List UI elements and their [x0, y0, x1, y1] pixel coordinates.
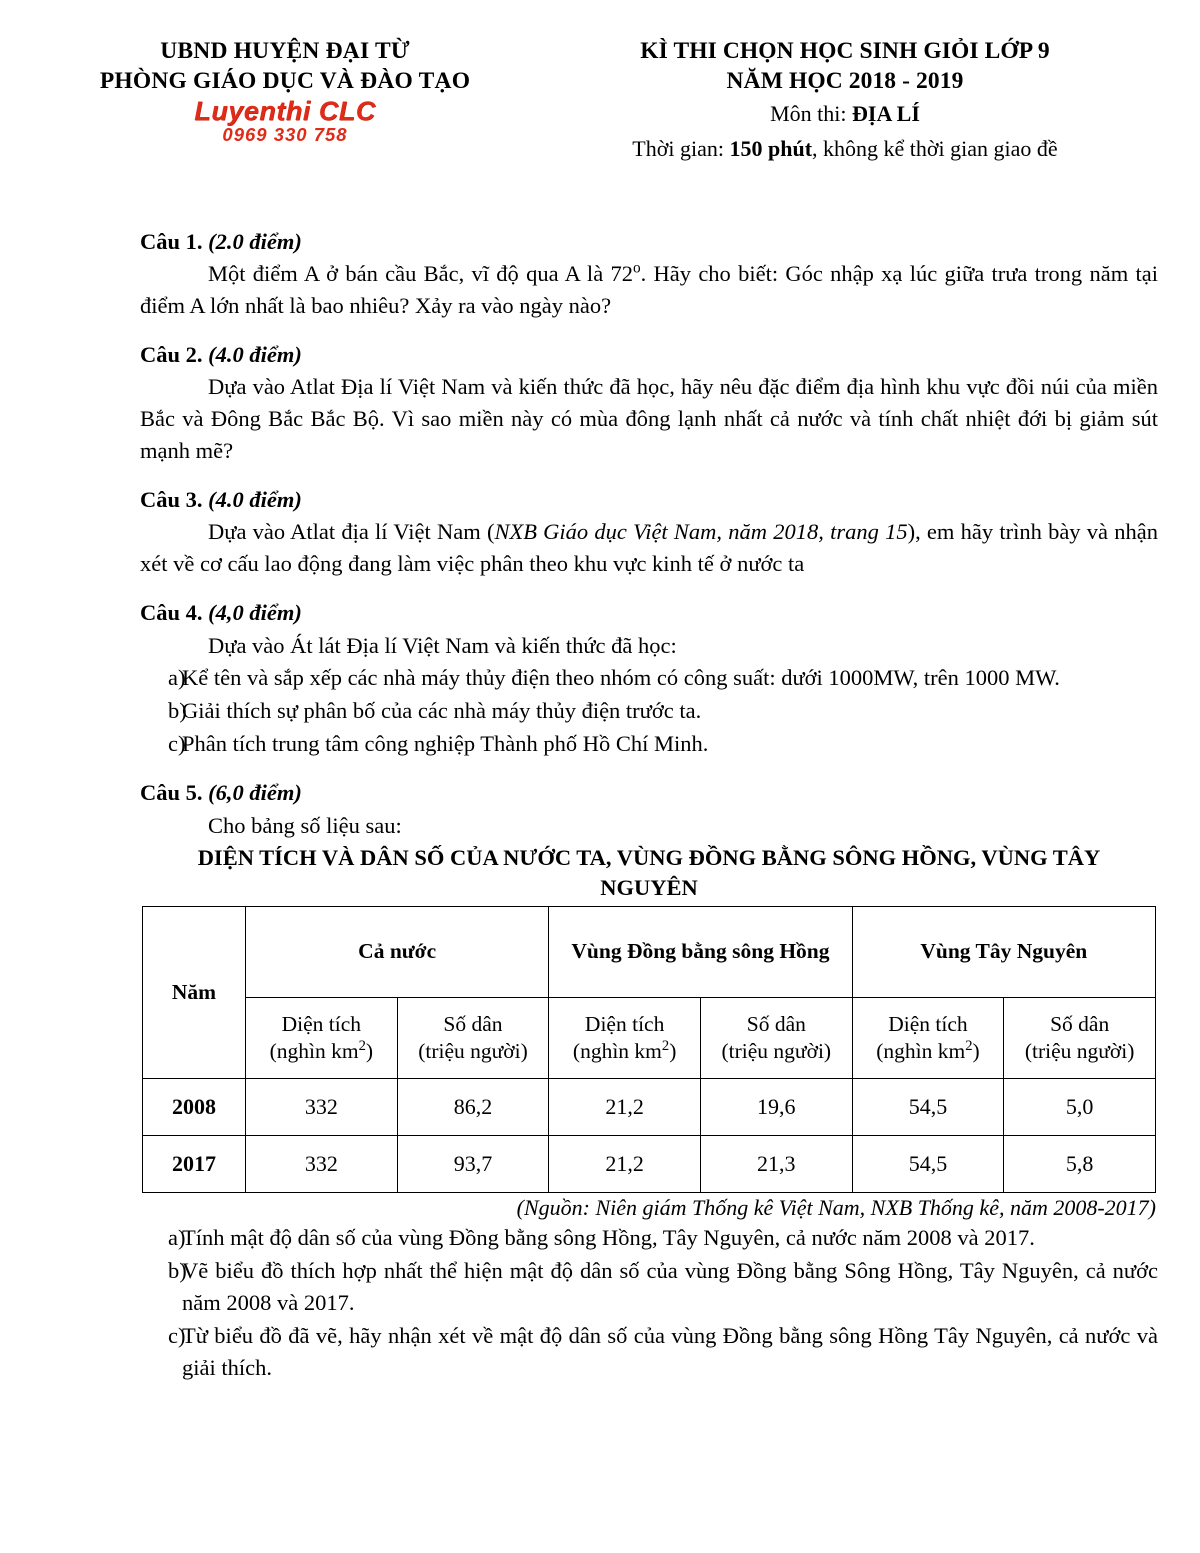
list-item: [140, 662, 1158, 694]
question-1-body-post: . Hãy cho biết: Góc nhập xạ lúc giữa trưa trong năm tại điểm A lớn nhất là bao nhiêu? Xảy ra vào ngày nào?: [140, 261, 1158, 319]
unit-superscript: 2: [358, 1037, 366, 1054]
subheader-dientich-ca-nuoc: [246, 997, 398, 1078]
question-5-points: (6,0 điểm): [208, 780, 302, 806]
subheader-unit-pre: (nghìn km: [572, 1038, 662, 1063]
list-item: [140, 1320, 1158, 1384]
list-item-text: Tính mật độ dân số của vùng Đồng bằng sông Hồng, Tây Nguyên, cả nước năm 2008 và 2017.: [182, 1224, 1035, 1250]
organization-line-2: PHÒNG GIÁO DỤC VÀ ĐÀO TẠO: [99, 68, 471, 95]
subheader-unit-pre: (nghìn km: [876, 1038, 966, 1063]
question-2-title: Câu 2.: [140, 342, 203, 368]
question-3: [140, 485, 1158, 580]
column-group-dong-bang-song-hong: Vùng Đồng bằng sông Hồng: [549, 906, 852, 997]
subject-value: ĐỊA LÍ: [852, 101, 920, 127]
list-item-text: Kể tên và sắp xếp các nhà máy thủy điện theo nhóm có công suất: dưới 1000MW, trên 1000 MW.: [182, 665, 1060, 691]
unit-superscript: 2: [965, 1037, 973, 1054]
cell-value: 5,8: [1004, 1135, 1156, 1192]
question-1-body-pre: Một điểm A ở bán cầu Bắc, vĩ độ qua A là 72: [208, 261, 633, 287]
subheader-dientich-dbsh: [549, 997, 701, 1078]
unit-superscript: 2: [661, 1037, 670, 1054]
subheader-unit-post: ): [669, 1038, 677, 1063]
column-header-year: Năm: [143, 906, 246, 1078]
cell-value: 19,6: [700, 1078, 852, 1135]
table-body: [143, 1078, 1156, 1192]
question-5: [140, 778, 1158, 1383]
cell-value: 93,7: [397, 1135, 549, 1192]
cell-value: 5,0: [1004, 1078, 1156, 1135]
column-group-tay-nguyen: Vùng Tây Nguyên: [852, 906, 1155, 997]
question-5-title: Câu 5.: [140, 780, 203, 806]
list-marker: a): [168, 1224, 186, 1250]
question-4-title: Câu 4.: [140, 600, 203, 626]
subject-label: Môn thi:: [770, 101, 853, 127]
document-content: [0, 227, 1200, 1384]
subheader-name: Diện tích: [584, 1011, 665, 1036]
cell-value: 54,5: [852, 1135, 1004, 1192]
header-left-block: [40, 30, 530, 145]
logo-wordmark: Luyenthi CLC: [194, 96, 376, 127]
subject-line: [530, 98, 1160, 130]
subheader-name: Số dân: [443, 1011, 503, 1036]
question-4-lead: Dựa vào Át lát Địa lí Việt Nam và kiến thức đã học:: [208, 632, 677, 658]
table-header-row-subs: [143, 997, 1156, 1078]
question-4-sub-list: [140, 662, 1158, 760]
subheader-unit: (triệu người): [418, 1038, 528, 1063]
list-item-text: Từ biểu đồ đã vẽ, hãy nhận xét về mật độ dân số của vùng Đồng bằng sông Hồng Tây Nguyên, cả nước và giải thích.: [182, 1322, 1158, 1380]
subheader-soden-ca-nuoc: [397, 997, 549, 1078]
table-head: [143, 906, 1156, 1078]
cell-year: 2008: [143, 1078, 246, 1135]
cell-value: 21,2: [549, 1135, 701, 1192]
question-3-heading: [140, 485, 1158, 514]
time-value: 150 phút: [729, 136, 813, 162]
question-5-heading: [140, 778, 1158, 807]
list-item: [140, 1222, 1158, 1254]
cell-year: 2017: [143, 1135, 246, 1192]
question-5-sub-list: [140, 1222, 1158, 1384]
subheader-name: Số dân: [1050, 1011, 1110, 1036]
cell-value: 54,5: [852, 1078, 1004, 1135]
subheader-unit: (triệu người): [1024, 1038, 1135, 1063]
question-5-lead: Cho bảng số liệu sau:: [208, 812, 402, 838]
data-table-title: DIỆN TÍCH VÀ DÂN SỐ CỦA NƯỚC TA, VÙNG ĐỒNG BẰNG SÔNG HỒNG, VÙNG TÂY NGUYÊN: [197, 845, 1101, 900]
subheader-name: Số dân: [746, 1011, 806, 1036]
subheader-name: Diện tích: [281, 1011, 362, 1036]
question-4-heading: [140, 598, 1158, 627]
list-item-text: Vẽ biểu đồ thích hợp nhất thể hiện mật độ dân số của vùng Đồng bằng Sông Hồng, Tây Nguyên, cả nước năm 2008 và 2017.: [182, 1257, 1158, 1315]
cell-value: 332: [246, 1078, 398, 1135]
list-marker: a): [168, 665, 186, 691]
list-item-text: Giải thích sự phân bố của các nhà máy thủy điện trước ta.: [182, 698, 702, 724]
question-3-points: (4.0 điểm): [208, 487, 302, 513]
subheader-unit-post: ): [972, 1038, 980, 1063]
list-item: [140, 728, 1158, 760]
subheader-dientich-tay-nguyen: [852, 997, 1004, 1078]
question-2-points: (4.0 điểm): [208, 342, 302, 368]
subheader-unit-post: ): [365, 1038, 374, 1063]
question-2-body: Dựa vào Atlat Địa lí Việt Nam và kiến thức đã học, hãy nêu đặc điểm địa hình khu vực đồi núi của miền Bắc và Đông Bắc Bắc Bộ. Vì sao miền này có mùa đông lạnh nhất cả nước và tính chất nhiệt đới bị giảm sút mạnh mẽ?: [140, 374, 1158, 464]
list-marker: c): [168, 731, 186, 757]
cell-value: 21,2: [549, 1078, 701, 1135]
table-source-note: (Nguồn: Niên giám Thống kê Việt Nam, NXB Thống kê, năm 2008-2017): [516, 1194, 1156, 1220]
list-item: [140, 695, 1158, 727]
question-4-points: (4,0 điểm): [208, 600, 302, 626]
question-2: [140, 340, 1158, 467]
logo-phone-number: 0969 330 758: [222, 124, 348, 146]
question-1-title: Câu 1.: [140, 228, 203, 254]
question-4: [140, 598, 1158, 760]
question-3-body-pre: Dựa vào Atlat địa lí Việt Nam (: [208, 519, 495, 545]
question-3-body-post: ), em hãy trình bày và nhận xét về cơ cấu lao động đang làm việc phân theo khu vực kinh tế ở nước ta: [140, 519, 1158, 577]
table-header-row-groups: [143, 906, 1156, 997]
header-right-block: [530, 30, 1160, 165]
column-group-ca-nuoc: Cả nước: [246, 906, 549, 997]
organization-line-1: UBND HUYỆN ĐẠI TỪ: [160, 38, 410, 64]
subheader-soden-dbsh: [700, 997, 852, 1078]
question-3-citation: NXB Giáo dục Việt Nam, năm 2018, trang 15: [494, 519, 908, 545]
question-1-heading: [140, 227, 1158, 256]
exam-title-line-2: NĂM HỌC 2018 - 2019: [726, 68, 964, 95]
subheader-name: Diện tích: [888, 1011, 968, 1036]
document-header: [0, 0, 1200, 165]
time-suffix: , không kể thời gian giao đề: [812, 136, 1058, 162]
question-1-points: (2.0 điểm): [208, 228, 302, 254]
subheader-unit-pre: (nghìn km: [269, 1038, 359, 1063]
list-marker: c): [168, 1322, 186, 1348]
population-area-table: [142, 906, 1156, 1193]
list-marker: b): [168, 1257, 187, 1283]
cell-value: 332: [246, 1135, 398, 1192]
list-item-text: Phân tích trung tâm công nghiệp Thành phố Hồ Chí Minh.: [182, 731, 709, 757]
degree-superscript: o: [632, 259, 641, 277]
cell-value: 21,3: [700, 1135, 852, 1192]
question-1: [140, 227, 1158, 322]
question-3-body: [140, 516, 1158, 580]
table-row: [143, 1135, 1156, 1192]
time-label: Thời gian:: [632, 136, 730, 162]
brand-logo: [40, 98, 530, 145]
question-1-body: [140, 258, 1158, 322]
list-marker: b): [168, 698, 187, 724]
exam-title-line-1: KÌ THI CHỌN HỌC SINH GIỎI LỚP 9: [640, 38, 1050, 64]
time-line: [530, 133, 1160, 165]
question-3-title: Câu 3.: [140, 487, 203, 513]
question-2-heading: [140, 340, 1158, 369]
cell-value: 86,2: [397, 1078, 549, 1135]
table-row: [143, 1078, 1156, 1135]
subheader-soden-tay-nguyen: [1004, 997, 1156, 1078]
list-item: [140, 1255, 1158, 1319]
subheader-unit: (triệu người): [721, 1038, 832, 1063]
